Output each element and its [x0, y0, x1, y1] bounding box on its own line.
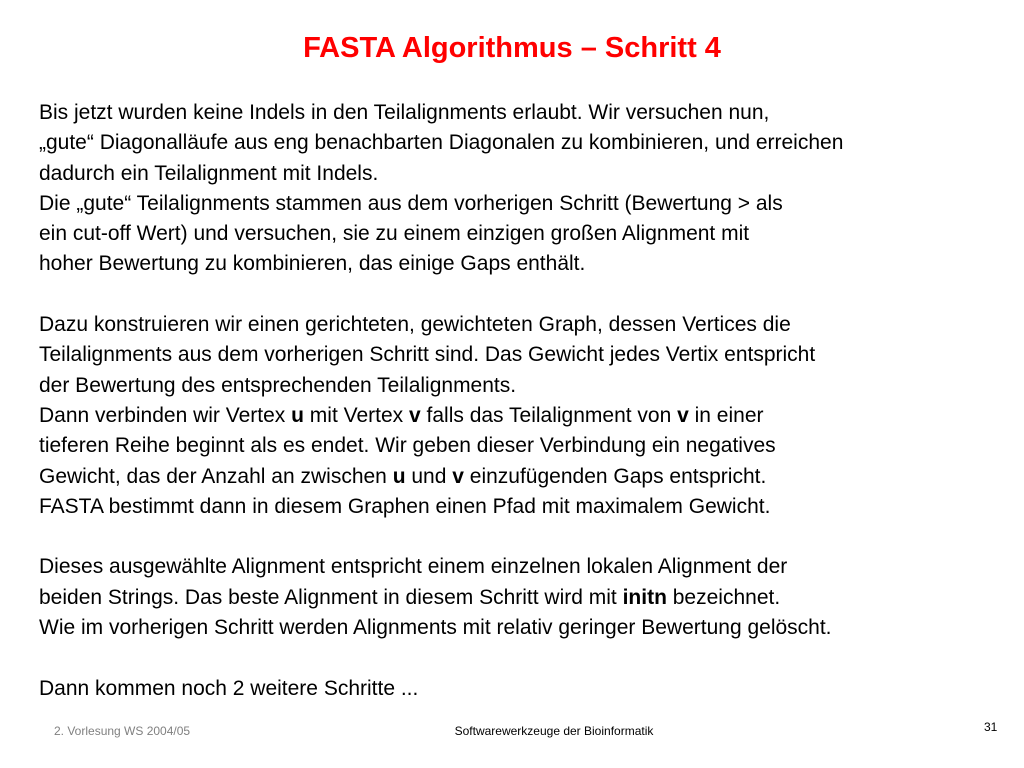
body-line: FASTA bestimmt dann in diesem Graphen einen Pfad mit maximalem Gewicht. [39, 494, 771, 518]
initn-bold: initn [622, 585, 667, 609]
text-segment: Gewicht, das der Anzahl an zwischen [39, 464, 393, 488]
body-line: tieferen Reihe beginnt als es endet. Wir geben dieser Verbindung ein negatives [39, 434, 776, 458]
text-segment: mit Vertex [303, 403, 409, 427]
text-segment: in einer [688, 403, 764, 427]
text-segment: und [405, 464, 453, 488]
footer-course-title: Softwarewerkzeuge der Bioinformatik [454, 724, 654, 738]
text-segment: Dann verbinden wir Vertex [39, 403, 292, 427]
paragraph-spacer [39, 522, 1024, 552]
body-line: Dann kommen noch 2 weitere Schritte ... [39, 676, 419, 700]
text-segment: einzufügenden Gaps entspricht. [463, 464, 767, 488]
body-line: Wie im vorherigen Schritt werden Alignments mit relativ geringer Bewertung gelöscht. [39, 616, 832, 640]
paragraph-spacer [39, 643, 1024, 673]
vertex-v-bold: v [409, 403, 421, 427]
body-line [39, 583, 1024, 613]
text-segment: bezeichnet. [666, 585, 781, 609]
body-line: „gute“ Diagonalläufe aus eng benachbarten Diagonalen zu kombinieren, und erreichen [39, 131, 844, 155]
body-line [39, 401, 1024, 431]
body-line: der Bewertung des entsprechenden Teilalignments. [39, 373, 517, 397]
body-line: Bis jetzt wurden keine Indels in den Teilalignments erlaubt. Wir versuchen nun, [39, 101, 770, 124]
vertex-u-bold: u [291, 403, 304, 427]
slide-body [39, 98, 1024, 704]
slide-number: 31 [984, 720, 998, 734]
vertex-u-bold: u [392, 464, 406, 488]
body-line: hoher Bewertung zu kombinieren, das einige Gaps enthält. [39, 252, 586, 276]
body-line: dadurch ein Teilalignment mit Indels. [39, 161, 379, 185]
text-segment: beiden Strings. Das beste Alignment in diesem Schritt wird mit [39, 585, 623, 609]
text-segment: falls das Teilalignment von [420, 403, 678, 427]
body-line [39, 462, 1024, 492]
paragraph-spacer [39, 280, 1024, 310]
body-line: Dazu konstruieren wir einen gerichteten, gewichteten Graph, dessen Vertices die [39, 313, 791, 337]
body-line: ein cut-off Wert) und versuchen, sie zu einem einzigen großen Alignment mit [39, 222, 750, 246]
body-line: Dieses ausgewählte Alignment entspricht einem einzelnen lokalen Alignment der [39, 555, 788, 579]
slide-title: FASTA Algorithmus – Schritt 4 [303, 32, 721, 64]
vertex-v-bold: v [452, 464, 464, 488]
body-line: Teilalignments aus dem vorherigen Schritt sind. Das Gewicht jedes Vertix entspricht [39, 343, 816, 367]
vertex-v-bold: v [677, 403, 689, 427]
footer-lecture-info: 2. Vorlesung WS 2004/05 [54, 724, 191, 738]
body-line: Die „gute“ Teilalignments stammen aus dem vorherigen Schritt (Bewertung > als [39, 191, 783, 215]
